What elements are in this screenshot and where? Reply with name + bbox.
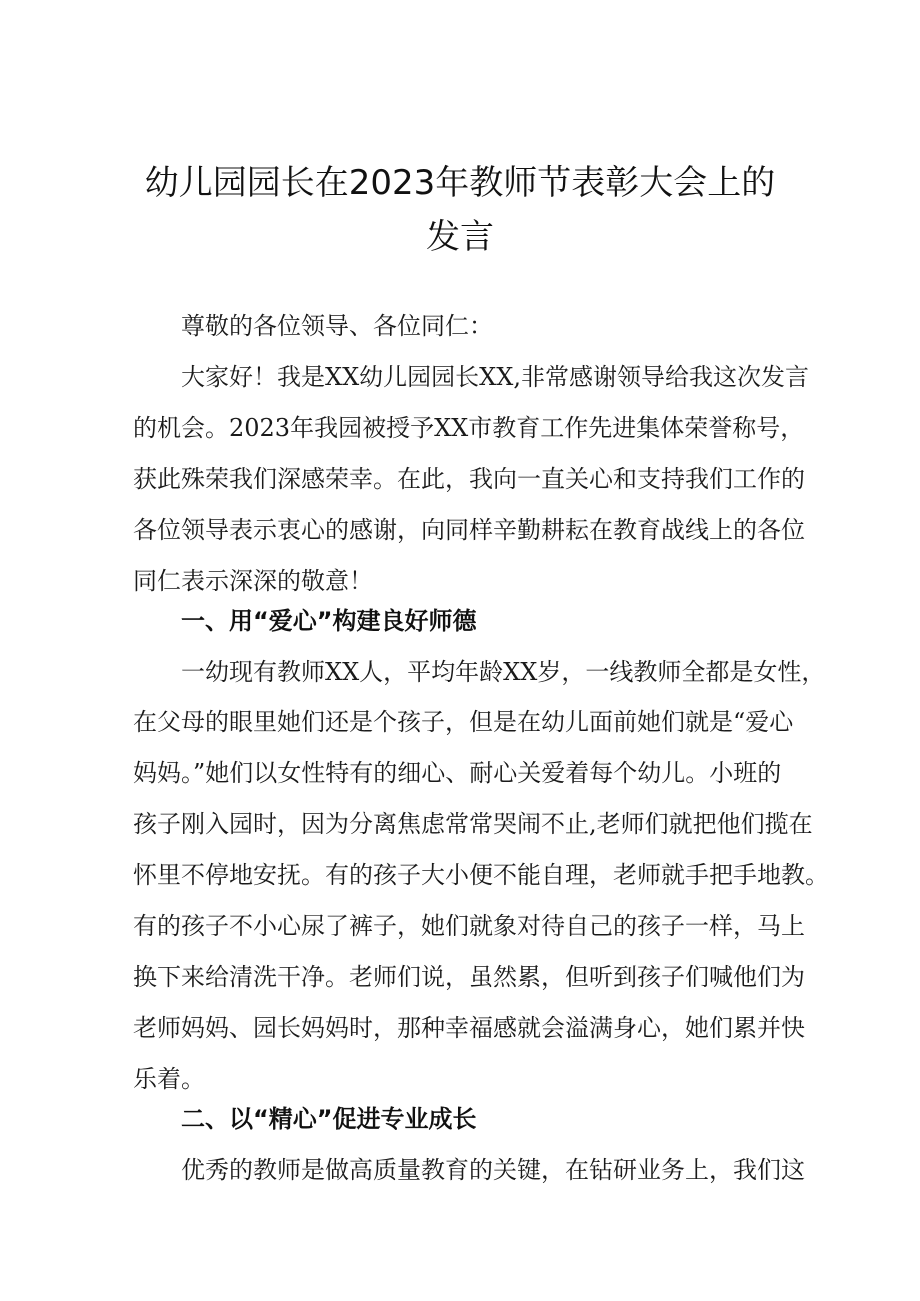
intro-line: 的机会。2023年我园被授予XX市教育工作先进集体荣誉称号， bbox=[133, 414, 805, 442]
intro-line: 获此殊荣我们深感荣幸。在此，我向一直关心和支持我们工作的 bbox=[133, 465, 805, 493]
intro-line: 各位领导表示衷心的感谢，向同样辛勤耕耘在教育战线上的各位 bbox=[133, 516, 805, 544]
section-1-line: 在父母的眼里她们还是个孩子，但是在幼儿面前她们就是“爱心 bbox=[133, 708, 794, 736]
section-1-line: 一幼现有教师XX人，平均年龄XX岁，一线教师全都是女性， bbox=[181, 658, 826, 686]
section-2-line: 优秀的教师是做高质量教育的关键，在钻研业务上，我们这 bbox=[181, 1156, 805, 1184]
section-1-line: 怀里不停地安抚。有的孩子大小便不能自理，老师就手把手地教。 bbox=[133, 861, 829, 889]
section-1-line: 乐着。 bbox=[133, 1065, 205, 1093]
section-1-line: 换下来给清洗干净。老师们说，虽然累，但听到孩子们喊他们为 bbox=[133, 963, 805, 991]
section-1-line: 老师妈妈、园长妈妈时，那种幸福感就会溢满身心，她们累并快 bbox=[133, 1014, 805, 1042]
section-2-heading: 二、以“精心”促进专业成长 bbox=[181, 1105, 477, 1133]
document-title-line-1: 幼儿园园长在2023年教师节表彰大会上的 bbox=[144, 163, 776, 203]
section-1-line: 有的孩子不小心尿了裤子，她们就象对待自己的孩子一样，马上 bbox=[133, 912, 805, 940]
section-1-line: 妈妈。”她们以女性特有的细心、耐心关爱着每个幼儿。小班的 bbox=[133, 759, 782, 787]
intro-line: 大家好！我是XX幼儿园园长XX,非常感谢领导给我这次发言 bbox=[181, 363, 809, 391]
section-1-heading: 一、用“爱心”构建良好师德 bbox=[181, 607, 477, 635]
salutation: 尊敬的各位领导、各位同仁： bbox=[181, 312, 493, 340]
document-title-line-2: 发言 bbox=[426, 217, 494, 257]
intro-line: 同仁表示深深的敬意！ bbox=[133, 567, 373, 595]
section-1-line: 孩子刚入园时，因为分离焦虑常常哭闹不止,老师们就把他们揽在 bbox=[133, 810, 813, 838]
